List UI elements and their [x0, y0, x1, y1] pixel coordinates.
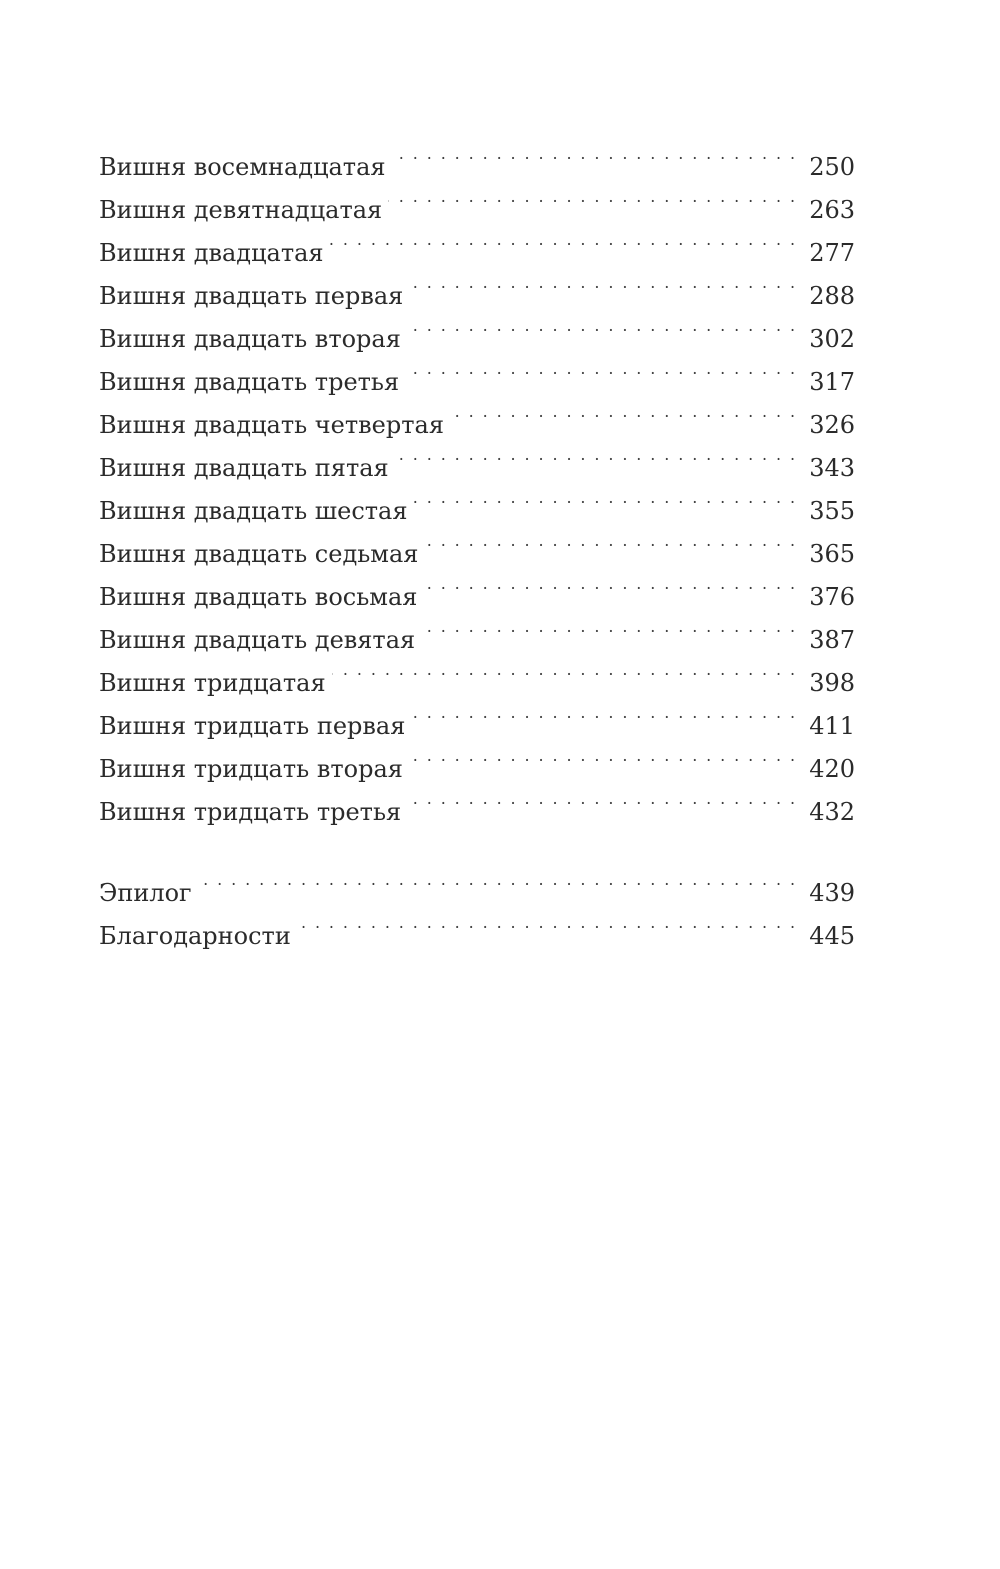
dot-leader [395, 433, 797, 476]
toc-entry-page: 277 [809, 239, 855, 267]
dot-leader [407, 304, 797, 347]
toc-entry-title: Вишня двадцатая [99, 239, 324, 267]
toc-entry-page: 439 [809, 879, 855, 907]
toc-entry-title: Вишня двадцать первая [99, 282, 404, 310]
dot-leader [405, 347, 797, 390]
toc-entry-title: Вишня девятнадцатая [99, 196, 383, 224]
toc-entry-title: Благодарности [99, 922, 291, 950]
toc-entry-acknowledgements[interactable] [99, 901, 855, 950]
dot-leader [424, 519, 797, 562]
toc-entry-epilogue[interactable] [99, 858, 855, 907]
toc-entry-title: Вишня двадцать восьмая [99, 583, 418, 611]
toc-entry-page: 445 [809, 922, 855, 950]
dot-leader [423, 562, 797, 605]
dot-leader [332, 648, 797, 691]
toc-entry-page: 250 [809, 153, 855, 181]
toc-entry-title: Вишня двадцать седьмая [99, 540, 419, 568]
toc-entry-title: Вишня двадцать шестая [99, 497, 408, 525]
toc-entry-page: 326 [809, 411, 855, 439]
toc-entry-page: 376 [809, 583, 855, 611]
toc-entry-title: Вишня тридцатая [99, 669, 326, 697]
toc-entry-title: Вишня тридцать вторая [99, 755, 403, 783]
toc-entry-title: Вишня двадцать третья [99, 368, 400, 396]
dot-leader [409, 261, 797, 304]
toc-entry-page: 343 [809, 454, 855, 482]
toc-entry-page: 420 [809, 755, 855, 783]
toc-entry-page: 355 [809, 497, 855, 525]
dot-leader [450, 390, 797, 433]
dot-leader [407, 777, 797, 820]
toc-entry-page: 432 [809, 798, 855, 826]
toc-entry-page: 317 [809, 368, 855, 396]
toc-entry-page: 365 [809, 540, 855, 568]
dot-leader [388, 175, 797, 218]
dot-leader [409, 734, 797, 777]
dot-leader [421, 605, 797, 648]
table-of-contents [99, 132, 855, 950]
dot-leader [392, 132, 797, 175]
toc-entry-page: 387 [809, 626, 855, 654]
dot-leader [198, 858, 797, 901]
toc-entry-title: Вишня восемнадцатая [99, 153, 386, 181]
toc-entry-title: Вишня тридцать третья [99, 798, 402, 826]
toc-entry-page: 263 [809, 196, 855, 224]
toc-entry-title: Вишня двадцать вторая [99, 325, 401, 353]
toc-entry-page: 302 [809, 325, 855, 353]
toc-entry[interactable] [99, 132, 855, 181]
toc-entry-page: 288 [809, 282, 855, 310]
dot-leader [413, 476, 797, 519]
toc-entry-title: Вишня тридцать первая [99, 712, 406, 740]
dot-leader [411, 691, 797, 734]
toc-entry-title: Вишня двадцать четвертая [99, 411, 444, 439]
toc-entry-title: Вишня двадцать пятая [99, 454, 389, 482]
toc-entry-title: Эпилог [99, 879, 192, 907]
toc-entry-page: 398 [809, 669, 855, 697]
toc-entry-page: 411 [809, 712, 855, 740]
dot-leader [330, 218, 797, 261]
toc-entry-title: Вишня двадцать девятая [99, 626, 416, 654]
dot-leader [297, 901, 797, 944]
